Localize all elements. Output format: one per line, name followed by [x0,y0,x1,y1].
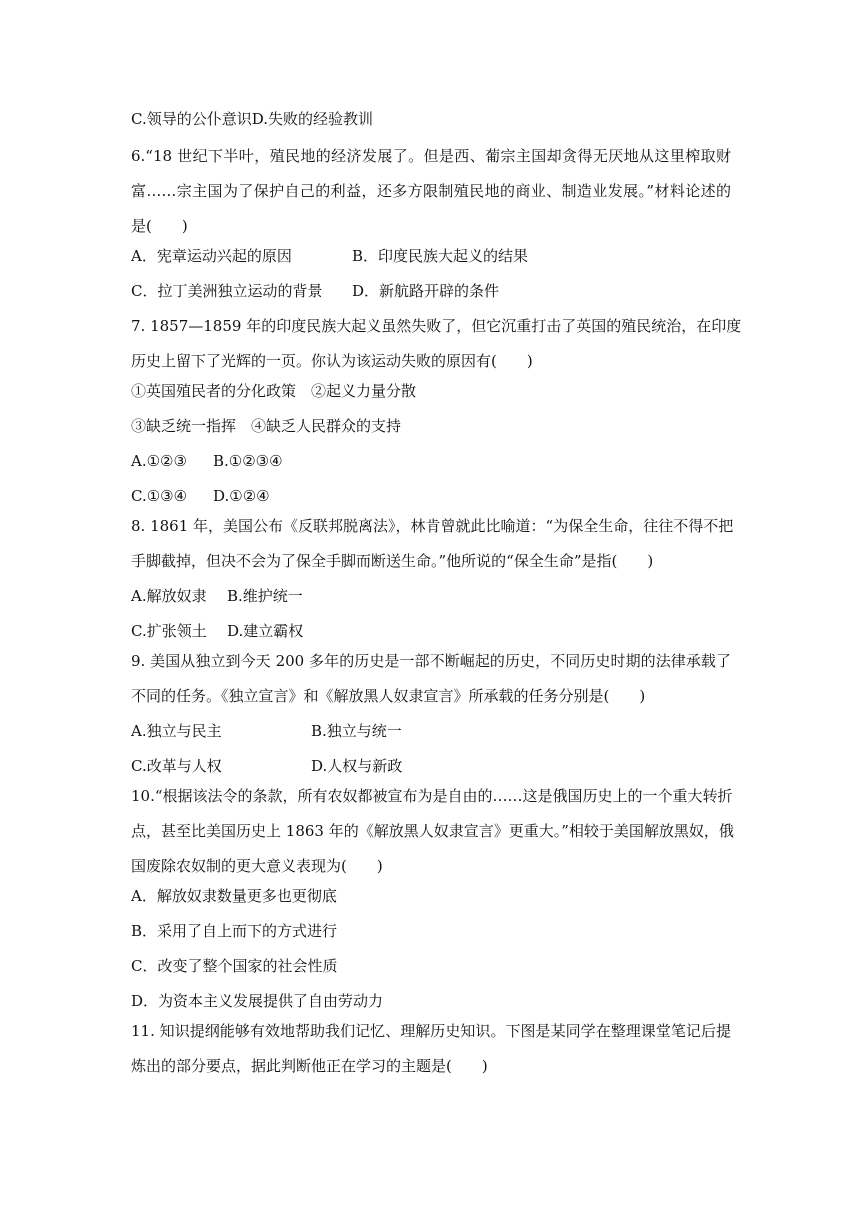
q9-option-d: D.人权与新政 [311,757,403,775]
q8-stem-line-2: 手脚截掉，但决不会为了保全手脚而断送生命。”他所说的“保全生命”是指( ) [131,552,654,570]
q9-option-c: C.改革与人权 [131,757,222,775]
q8-option-a: A.解放奴隶 [131,587,207,605]
q8-option-b: B.维护统一 [227,587,303,605]
q9-option-b: B.独立与统一 [311,722,402,740]
q9-stem-line-1: 9. 美国从独立到今天 200 多年的历史是一部不断崛起的历史，不同历史时期的法律承载了 [131,652,731,670]
q6-stem-line-3: 是( ) [131,217,188,235]
q8-stem-line-1: 8. 1861 年，美国公布《反联邦脱离法》，林肯曾就此比喻道：“为保全生命，往往不得不把 [131,517,734,535]
q6-option-d: D．新航路开辟的条件 [352,282,500,300]
q8-option-c: C.扩张领土 [131,622,207,640]
q9-stem-line-2: 不同的任务。《独立宣言》和《解放黑人奴隶宣言》所承载的任务分别是( ) [131,687,646,705]
q6-option-c: C．拉丁美洲独立运动的背景 [131,282,323,300]
q7-items-1-2: ①英国殖民者的分化政策 ②起义力量分散 [131,382,417,400]
q6-option-a: A．宪章运动兴起的原因 [131,247,292,265]
q7-stem-line-1: 7. 1857—1859 年的印度民族大起义虽然失败了，但它沉重打击了英国的殖民统治，在印度 [131,317,742,335]
q10-option-a: A．解放奴隶数量更多也更彻底 [131,887,337,905]
q5-options-cd: C.领导的公仆意识D.失败的经验教训 [131,110,373,128]
q9-option-a: A.独立与民主 [131,722,222,740]
q7-stem-line-2: 历史上留下了光辉的一页。你认为该运动失败的原因有( ) [131,352,533,370]
q7-option-c: C.①③④ [131,487,188,505]
q6-option-b: B．印度民族大起义的结果 [352,247,529,265]
q10-option-c: C．改变了整个国家的社会性质 [131,957,338,975]
q6-stem-line-1: 6.“18 世纪下半叶，殖民地的经济发展了。但是西、葡宗主国却贪得无厌地从这里榨取财 [131,147,731,165]
q10-stem-line-1: 10.“根据该法令的条款，所有农奴都被宣布为是自由的……这是俄国历史上的一个重大转折 [131,787,733,805]
q10-option-d: D．为资本主义发展提供了自由劳动力 [131,992,384,1010]
q11-stem-line-1: 11. 知识提纲能够有效地帮助我们记忆、理解历史知识。下图是某同学在整理课堂笔记后提 [131,1022,731,1040]
q7-items-3-4: ③缺乏统一指挥 ④缺乏人民群众的支持 [131,417,402,435]
q7-option-a: A.①②③ [131,452,187,470]
q10-stem-line-2: 点，甚至比美国历史上 1863 年的《解放黑人奴隶宣言》更重大。”相较于美国解放黑奴，俄 [131,822,734,840]
q10-option-b: B．采用了自上而下的方式进行 [131,922,338,940]
q7-option-d: D.①②④ [213,487,270,505]
q11-stem-line-2: 炼出的部分要点，据此判断他正在学习的主题是( ) [131,1057,488,1075]
q10-stem-line-3: 国废除农奴制的更大意义表现为( ) [131,857,383,875]
q6-stem-line-2: 富……宗主国为了保护自己的利益，还多方限制殖民地的商业、制造业发展。”材料论述的 [131,182,731,200]
q7-option-b: B.①②③④ [213,452,283,470]
q8-option-d: D.建立霸权 [227,622,304,640]
